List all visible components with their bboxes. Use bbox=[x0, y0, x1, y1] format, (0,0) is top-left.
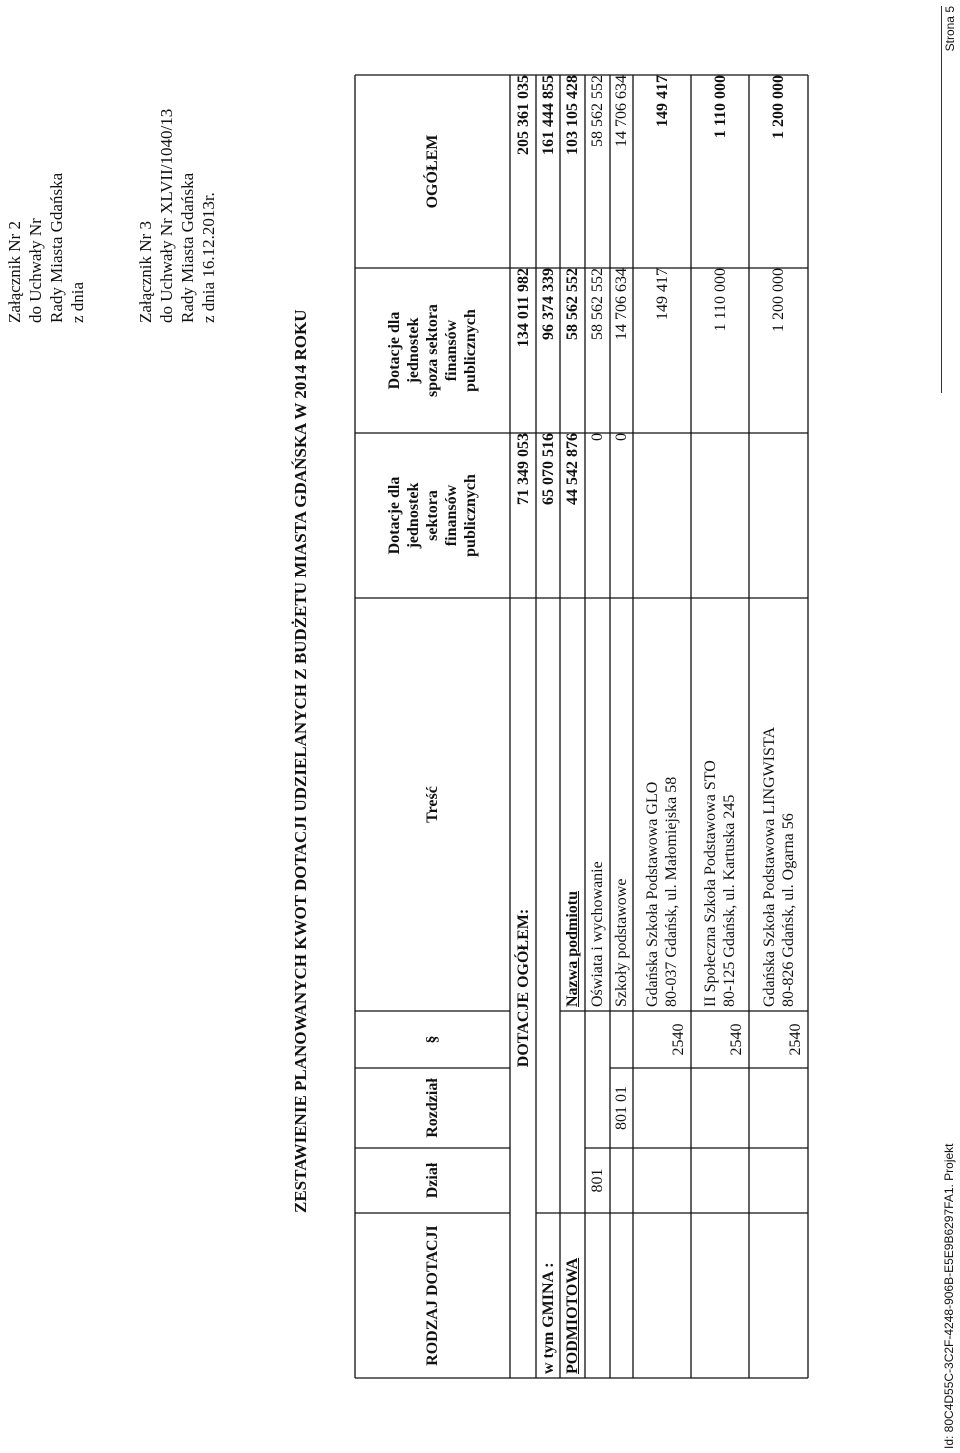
header-ogolem: OGÓŁEM bbox=[424, 134, 441, 209]
entry-paragraf: 2540 bbox=[728, 1023, 745, 1056]
entry-name bbox=[749, 594, 808, 1007]
header-line: sektora bbox=[424, 490, 441, 541]
annotation-line: Załącznik Nr 3 bbox=[136, 221, 155, 323]
dzial-total: 58 562 552 bbox=[589, 75, 606, 147]
gmina-total: 161 444 855 bbox=[539, 75, 557, 155]
header-dotacje-sektora bbox=[355, 433, 510, 598]
rozdzial-name: Szkoły podstawowe bbox=[613, 878, 630, 1007]
podmiotowa-total: 103 105 428 bbox=[564, 75, 581, 155]
dzial-b: 58 562 552 bbox=[589, 268, 606, 340]
totals-total: 205 361 035 bbox=[514, 75, 532, 155]
annotation-line: Załącznik Nr 2 bbox=[5, 221, 24, 323]
totals-label: DOTACJE OGÓŁEM: bbox=[514, 908, 532, 1068]
rozdzial-a: 0 bbox=[613, 433, 630, 441]
gmina-a: 65 070 516 bbox=[539, 433, 557, 505]
header-dotacje-spoza-sektora bbox=[355, 268, 510, 433]
entry-b: 1 200 000 bbox=[770, 268, 787, 332]
entry-paragraf: 2540 bbox=[670, 1023, 687, 1056]
entry-total: 149 417 bbox=[653, 75, 671, 127]
document-id: Id: 80C4D55C-3C2F-4248-906B-E5E9B6297FA1. Projekt bbox=[942, 1143, 956, 1449]
entry-line: 80-125 Gdańsk, ul. Kartuska 245 bbox=[721, 794, 738, 1007]
entry-line: Gdańska Szkoła Podstawowa LINGWISTA bbox=[760, 727, 778, 1007]
header-line: finansów bbox=[443, 319, 460, 382]
annotation-line: Rady Miasta Gdańska bbox=[47, 172, 66, 323]
header-line: finansów bbox=[443, 484, 460, 547]
rozdzial-b: 14 706 634 bbox=[613, 268, 630, 340]
entry-name bbox=[633, 594, 691, 1007]
header-line: Dotacje dla bbox=[386, 311, 403, 390]
entry-b: 149 417 bbox=[653, 268, 671, 320]
header-line: Dotacje dla bbox=[386, 476, 403, 555]
entry-line: II Społeczna Szkoła Podstawowa STO bbox=[702, 760, 719, 1007]
footer-rule bbox=[941, 6, 942, 393]
dzial-a: 0 bbox=[589, 433, 606, 441]
entry-line: 80-037 Gdańsk, ul. Małomiejska 58 bbox=[663, 776, 680, 1007]
annotation-line: do Uchwały Nr bbox=[26, 218, 45, 323]
annotation-line: do Uchwały Nr XLVII/1040/13 bbox=[157, 108, 176, 323]
header-rodzaj-dotacji: RODZAJ DOTACJI bbox=[424, 1225, 441, 1366]
entry-name bbox=[691, 594, 749, 1007]
page-title: ZESTAWIENIE PLANOWANYCH KWOT DOTACJI UDZIELANYCH Z BUDŻETU MIASTA GDAŃSKA W 2014 ROKU bbox=[291, 309, 310, 1213]
gmina-b: 96 374 339 bbox=[539, 268, 557, 340]
gmina-label: w tym GMINA : bbox=[539, 1262, 557, 1374]
entry-paragraf: 2540 bbox=[787, 1023, 804, 1056]
dzial-name: Oświata i wychowanie bbox=[589, 861, 606, 1007]
entry-line: Gdańska Szkoła Podstawowa GLO bbox=[644, 781, 661, 1007]
entry-total: 1 200 000 bbox=[770, 75, 787, 139]
totals-b: 134 011 982 bbox=[514, 268, 532, 348]
header-tresc: Treść bbox=[424, 786, 441, 823]
dzial-code: 801 bbox=[589, 1168, 606, 1193]
podmiotowa-a: 44 542 876 bbox=[564, 433, 581, 505]
header-line: publicznych bbox=[462, 474, 479, 557]
podmiotowa-label: PODMIOTOWA bbox=[564, 1257, 581, 1374]
header-line: jednostek bbox=[405, 482, 422, 549]
header-line: publicznych bbox=[462, 309, 479, 392]
header-rozdzial: Rozdział bbox=[424, 1078, 441, 1138]
header-line: spoza sektora bbox=[424, 304, 441, 397]
header-paragraf: § bbox=[424, 1035, 441, 1044]
header-line: jednostek bbox=[405, 317, 422, 384]
entry-b: 1 110 000 bbox=[711, 268, 729, 332]
annotation-line: z dnia 16.12.2013r. bbox=[199, 192, 218, 323]
header-dzial: Dział bbox=[424, 1162, 441, 1199]
totals-a: 71 349 053 bbox=[514, 433, 532, 505]
podmiotowa-b: 58 562 552 bbox=[564, 268, 581, 340]
page-number: Strona 5 bbox=[943, 6, 957, 52]
rozdzial-code: 801 01 bbox=[613, 1086, 630, 1130]
entry-line: 80-826 Gdańsk, ul. Ogarna 56 bbox=[779, 813, 797, 1007]
rozdzial-total: 14 706 634 bbox=[613, 75, 630, 147]
podmiot-name-header: Nazwa podmiotu bbox=[564, 890, 581, 1007]
annotation-line: Rady Miasta Gdańska bbox=[178, 172, 197, 323]
entry-total: 1 110 000 bbox=[711, 75, 729, 139]
annotation-line: z dnia bbox=[68, 281, 87, 323]
